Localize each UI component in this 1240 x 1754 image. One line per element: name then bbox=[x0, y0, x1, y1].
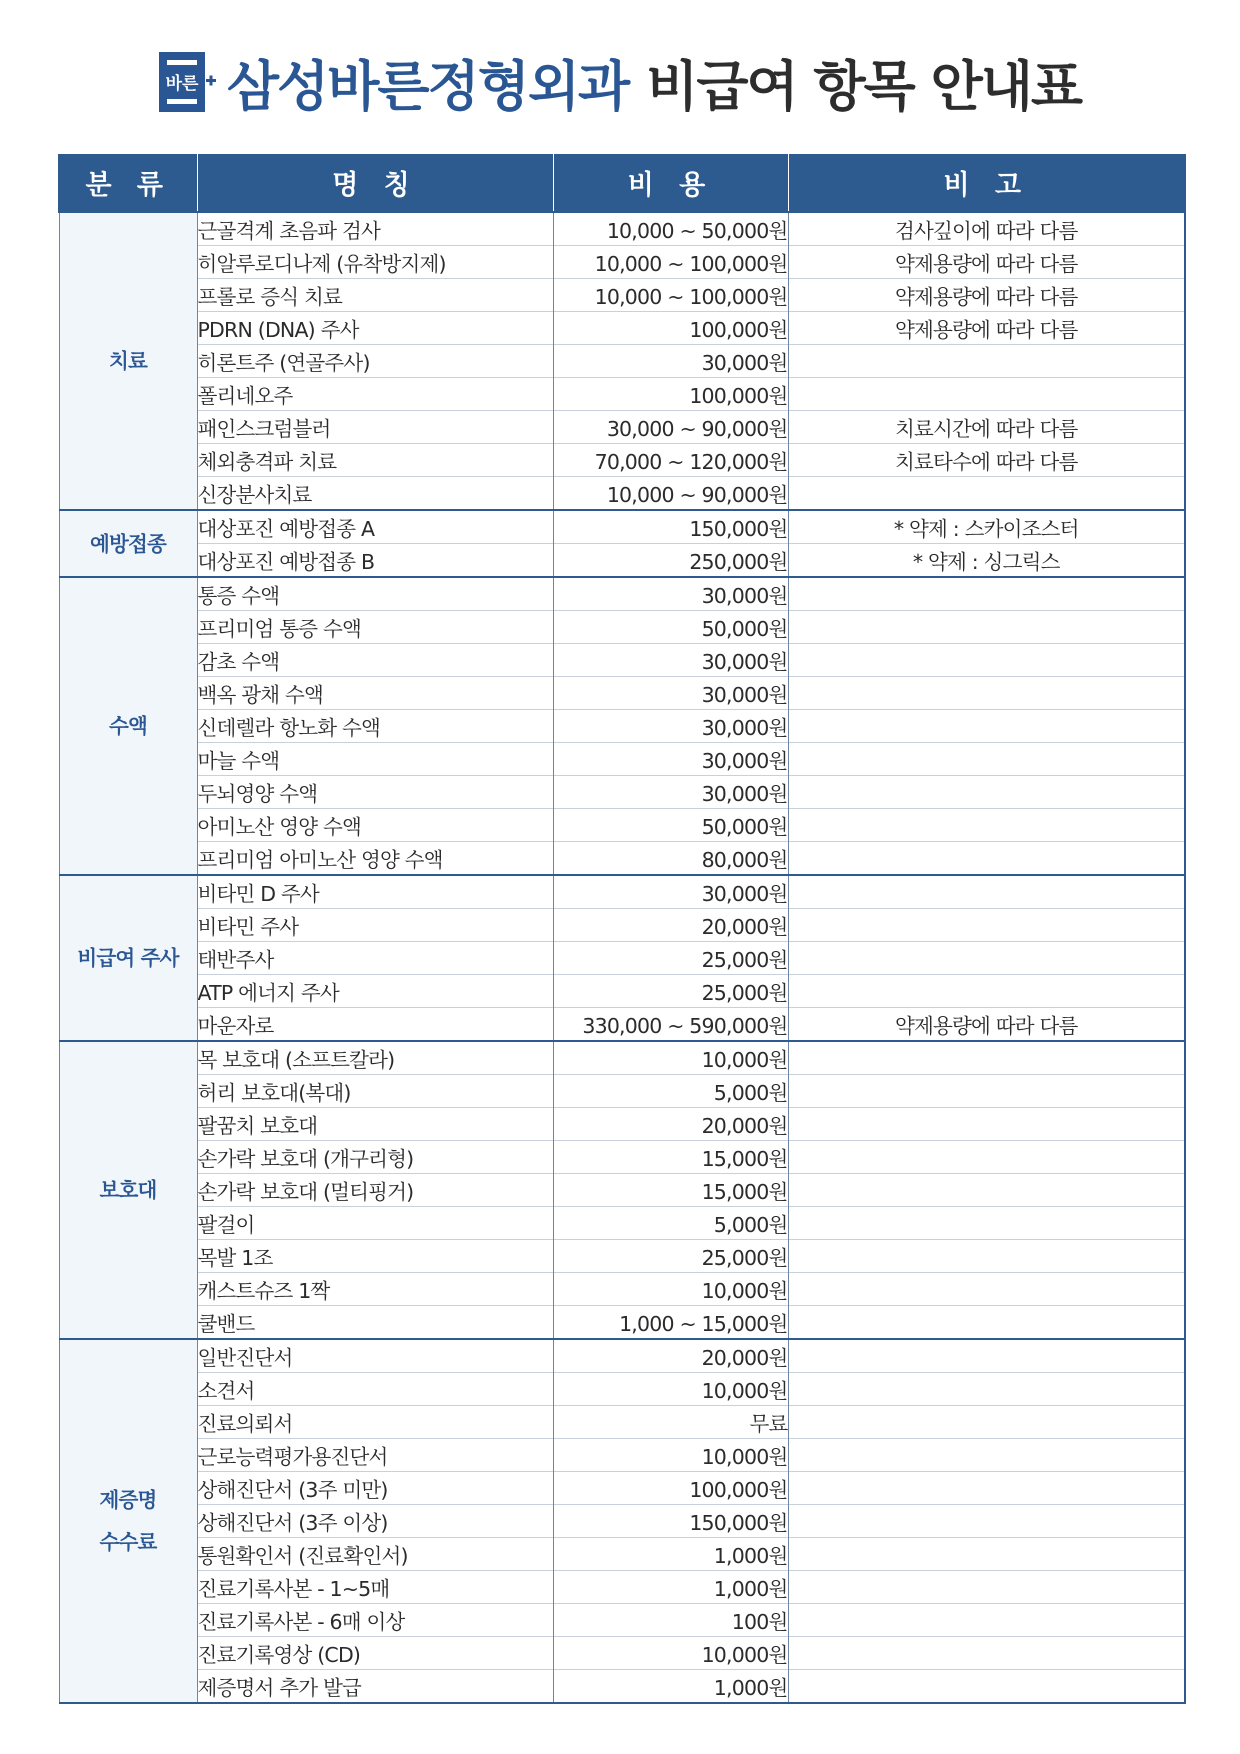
item-name-cell: 비타민 D 주사 bbox=[197, 875, 553, 909]
item-name-cell: 손가락 보호대 (개구리형) bbox=[197, 1141, 553, 1174]
item-note-cell bbox=[788, 909, 1185, 942]
item-name-cell: 아미노산 영양 수액 bbox=[197, 809, 553, 842]
item-price-cell: 30,000원 bbox=[553, 776, 788, 809]
item-note-cell bbox=[788, 1670, 1185, 1704]
clinic-logo bbox=[159, 52, 217, 112]
item-note-cell: 약제용량에 따라 다름 bbox=[788, 279, 1185, 312]
item-price-cell: 10,000원 bbox=[553, 1041, 788, 1075]
column-header-name: 명 칭 bbox=[197, 154, 553, 212]
item-note-cell: 약제용량에 따라 다름 bbox=[788, 312, 1185, 345]
table-row bbox=[59, 1141, 1185, 1174]
item-price-cell: 330,000 ~ 590,000원 bbox=[553, 1008, 788, 1042]
item-name-cell: 대상포진 예방접종 B bbox=[197, 544, 553, 578]
item-price-cell: 10,000 ~ 90,000원 bbox=[553, 477, 788, 511]
category-cell: 치료 bbox=[59, 212, 197, 510]
item-price-cell: 15,000원 bbox=[553, 1174, 788, 1207]
item-note-cell bbox=[788, 710, 1185, 743]
table-row bbox=[59, 743, 1185, 776]
category-cell: 수액 bbox=[59, 577, 197, 875]
item-name-cell: 마운자로 bbox=[197, 1008, 553, 1042]
table-row bbox=[59, 710, 1185, 743]
table-row bbox=[59, 477, 1185, 511]
table-row bbox=[59, 444, 1185, 477]
item-price-cell: 5,000원 bbox=[553, 1075, 788, 1108]
table-row bbox=[59, 842, 1185, 876]
item-price-cell: 30,000원 bbox=[553, 345, 788, 378]
item-note-cell bbox=[788, 611, 1185, 644]
item-name-cell: 목발 1조 bbox=[197, 1240, 553, 1273]
table-row bbox=[59, 1108, 1185, 1141]
item-note-cell bbox=[788, 1406, 1185, 1439]
item-price-cell: 1,000원 bbox=[553, 1538, 788, 1571]
item-name-cell: 백옥 광채 수액 bbox=[197, 677, 553, 710]
table-row bbox=[59, 1439, 1185, 1472]
table-row bbox=[59, 378, 1185, 411]
item-name-cell: 감초 수액 bbox=[197, 644, 553, 677]
table-row bbox=[59, 1174, 1185, 1207]
table-row bbox=[59, 1240, 1185, 1273]
header-row bbox=[59, 154, 1185, 212]
item-note-cell bbox=[788, 378, 1185, 411]
table-row bbox=[59, 1670, 1185, 1704]
item-name-cell: 근골격계 초음파 검사 bbox=[197, 212, 553, 246]
table-row bbox=[59, 809, 1185, 842]
item-price-cell: 20,000원 bbox=[553, 1339, 788, 1373]
item-price-cell: 30,000원 bbox=[553, 677, 788, 710]
item-price-cell: 10,000 ~ 50,000원 bbox=[553, 212, 788, 246]
table-row bbox=[59, 677, 1185, 710]
column-header-price: 비 용 bbox=[553, 154, 788, 212]
item-price-cell: 10,000 ~ 100,000원 bbox=[553, 246, 788, 279]
item-price-cell: 25,000원 bbox=[553, 975, 788, 1008]
item-price-cell: 150,000원 bbox=[553, 510, 788, 544]
item-name-cell: 쿨밴드 bbox=[197, 1306, 553, 1340]
item-note-cell bbox=[788, 1373, 1185, 1406]
table-row bbox=[59, 1538, 1185, 1571]
item-price-cell: 80,000원 bbox=[553, 842, 788, 876]
item-note-cell bbox=[788, 1339, 1185, 1373]
item-price-cell: 100,000원 bbox=[553, 378, 788, 411]
table-row bbox=[59, 1505, 1185, 1538]
item-price-cell: 100,000원 bbox=[553, 312, 788, 345]
table-row bbox=[59, 1207, 1185, 1240]
item-note-cell: 치료시간에 따라 다름 bbox=[788, 411, 1185, 444]
table-row bbox=[59, 1406, 1185, 1439]
item-price-cell: 30,000원 bbox=[553, 577, 788, 611]
item-note-cell bbox=[788, 1174, 1185, 1207]
item-name-cell: 진료기록사본 - 6매 이상 bbox=[197, 1604, 553, 1637]
item-note-cell bbox=[788, 809, 1185, 842]
item-note-cell bbox=[788, 345, 1185, 378]
item-note-cell: 치료타수에 따라 다름 bbox=[788, 444, 1185, 477]
item-note-cell bbox=[788, 1637, 1185, 1670]
item-note-cell bbox=[788, 677, 1185, 710]
table-row bbox=[59, 942, 1185, 975]
item-price-cell: 50,000원 bbox=[553, 611, 788, 644]
table-row bbox=[59, 1041, 1185, 1075]
item-name-cell: 비타민 주사 bbox=[197, 909, 553, 942]
item-note-cell bbox=[788, 1075, 1185, 1108]
item-name-cell: 프리미엄 통증 수액 bbox=[197, 611, 553, 644]
item-price-cell: 70,000 ~ 120,000원 bbox=[553, 444, 788, 477]
item-price-cell: 25,000원 bbox=[553, 942, 788, 975]
item-price-cell: 1,000원 bbox=[553, 1670, 788, 1704]
table-row bbox=[59, 577, 1185, 611]
item-note-cell bbox=[788, 776, 1185, 809]
item-price-cell: 25,000원 bbox=[553, 1240, 788, 1273]
item-name-cell: 팔꿈치 보호대 bbox=[197, 1108, 553, 1141]
table-row bbox=[59, 345, 1185, 378]
item-note-cell bbox=[788, 1273, 1185, 1306]
item-note-cell: 약제용량에 따라 다름 bbox=[788, 246, 1185, 279]
item-note-cell bbox=[788, 1141, 1185, 1174]
item-note-cell bbox=[788, 1108, 1185, 1141]
item-price-cell: 250,000원 bbox=[553, 544, 788, 578]
item-price-cell: 10,000 ~ 100,000원 bbox=[553, 279, 788, 312]
svg-text:바른: 바른 bbox=[165, 74, 199, 94]
category-cell: 제증명 수수료 bbox=[59, 1339, 197, 1703]
table-row bbox=[59, 1273, 1185, 1306]
item-name-cell: 패인스크럼블러 bbox=[197, 411, 553, 444]
item-name-cell: PDRN (DNA) 주사 bbox=[197, 312, 553, 345]
item-note-cell: 검사깊이에 따라 다름 bbox=[788, 212, 1185, 246]
table-row bbox=[59, 1075, 1185, 1108]
item-name-cell: 상해진단서 (3주 미만) bbox=[197, 1472, 553, 1505]
item-name-cell: 진료기록영상 (CD) bbox=[197, 1637, 553, 1670]
item-note-cell bbox=[788, 1306, 1185, 1340]
item-price-cell: 100,000원 bbox=[553, 1472, 788, 1505]
item-name-cell: 폴리네오주 bbox=[197, 378, 553, 411]
item-price-cell: 5,000원 bbox=[553, 1207, 788, 1240]
item-price-cell: 10,000원 bbox=[553, 1439, 788, 1472]
item-price-cell: 10,000원 bbox=[553, 1273, 788, 1306]
item-name-cell: 체외충격파 치료 bbox=[197, 444, 553, 477]
item-name-cell: 대상포진 예방접종 A bbox=[197, 510, 553, 544]
item-note-cell bbox=[788, 1505, 1185, 1538]
item-price-cell: 무료 bbox=[553, 1406, 788, 1439]
item-name-cell: 두뇌영양 수액 bbox=[197, 776, 553, 809]
item-name-cell: 손가락 보호대 (멀티핑거) bbox=[197, 1174, 553, 1207]
item-name-cell: 마늘 수액 bbox=[197, 743, 553, 776]
item-price-cell: 15,000원 bbox=[553, 1141, 788, 1174]
category-cell: 비급여 주사 bbox=[59, 875, 197, 1041]
item-note-cell bbox=[788, 942, 1185, 975]
item-name-cell: 캐스트슈즈 1짝 bbox=[197, 1273, 553, 1306]
item-name-cell: 태반주사 bbox=[197, 942, 553, 975]
item-note-cell bbox=[788, 743, 1185, 776]
item-note-cell: 약제용량에 따라 다름 bbox=[788, 1008, 1185, 1042]
table-row bbox=[59, 1339, 1185, 1373]
table-row bbox=[59, 246, 1185, 279]
item-name-cell: 일반진단서 bbox=[197, 1339, 553, 1373]
item-name-cell: 진료기록사본 - 1~5매 bbox=[197, 1571, 553, 1604]
item-note-cell bbox=[788, 1472, 1185, 1505]
fee-table-body bbox=[59, 212, 1185, 1703]
table-row bbox=[59, 975, 1185, 1008]
table-row bbox=[59, 312, 1185, 345]
item-price-cell: 10,000원 bbox=[553, 1373, 788, 1406]
title-row bbox=[0, 42, 1240, 122]
table-row bbox=[59, 644, 1185, 677]
item-note-cell bbox=[788, 644, 1185, 677]
item-name-cell: 목 보호대 (소프트칼라) bbox=[197, 1041, 553, 1075]
item-price-cell: 1,000 ~ 15,000원 bbox=[553, 1306, 788, 1340]
table-row bbox=[59, 279, 1185, 312]
table-row bbox=[59, 611, 1185, 644]
table-row bbox=[59, 544, 1185, 578]
table-row bbox=[59, 1637, 1185, 1670]
table-row bbox=[59, 875, 1185, 909]
item-price-cell: 30,000원 bbox=[553, 644, 788, 677]
item-name-cell: 히알루로디나제 (유착방지제) bbox=[197, 246, 553, 279]
item-note-cell bbox=[788, 1604, 1185, 1637]
table-row bbox=[59, 1008, 1185, 1042]
table-row bbox=[59, 1306, 1185, 1340]
column-header-category: 분 류 bbox=[59, 154, 197, 212]
item-price-cell: 20,000원 bbox=[553, 1108, 788, 1141]
page-title: 비급여 항목 안내표 bbox=[646, 54, 1082, 118]
category-cell: 보호대 bbox=[59, 1041, 197, 1339]
item-name-cell: 상해진단서 (3주 이상) bbox=[197, 1505, 553, 1538]
table-row bbox=[59, 212, 1185, 246]
table-row bbox=[59, 1472, 1185, 1505]
item-name-cell: 통원확인서 (진료확인서) bbox=[197, 1538, 553, 1571]
item-price-cell: 30,000 ~ 90,000원 bbox=[553, 411, 788, 444]
item-price-cell: 50,000원 bbox=[553, 809, 788, 842]
item-name-cell: 통증 수액 bbox=[197, 577, 553, 611]
item-price-cell: 20,000원 bbox=[553, 909, 788, 942]
fee-table bbox=[58, 154, 1186, 1704]
table-row bbox=[59, 1373, 1185, 1406]
item-note-cell bbox=[788, 1041, 1185, 1075]
item-name-cell: 신장분사치료 bbox=[197, 477, 553, 511]
item-price-cell: 10,000원 bbox=[553, 1637, 788, 1670]
item-name-cell: 히론트주 (연골주사) bbox=[197, 345, 553, 378]
item-price-cell: 30,000원 bbox=[553, 743, 788, 776]
table-row bbox=[59, 510, 1185, 544]
item-name-cell: ATP 에너지 주사 bbox=[197, 975, 553, 1008]
item-name-cell: 팔걸이 bbox=[197, 1207, 553, 1240]
item-note-cell bbox=[788, 1571, 1185, 1604]
item-note-cell: * 약제 : 싱그릭스 bbox=[788, 544, 1185, 578]
item-name-cell: 허리 보호대(복대) bbox=[197, 1075, 553, 1108]
category-cell: 예방접종 bbox=[59, 510, 197, 577]
item-note-cell bbox=[788, 1538, 1185, 1571]
item-note-cell bbox=[788, 875, 1185, 909]
clinic-name: 삼성바른정형외과 bbox=[226, 54, 629, 118]
item-name-cell: 프리미엄 아미노산 영양 수액 bbox=[197, 842, 553, 876]
table-row bbox=[59, 411, 1185, 444]
item-price-cell: 30,000원 bbox=[553, 710, 788, 743]
item-note-cell bbox=[788, 477, 1185, 511]
item-note-cell bbox=[788, 975, 1185, 1008]
item-name-cell: 근로능력평가용진단서 bbox=[197, 1439, 553, 1472]
table-row bbox=[59, 909, 1185, 942]
item-name-cell: 진료의뢰서 bbox=[197, 1406, 553, 1439]
table-row bbox=[59, 776, 1185, 809]
item-note-cell bbox=[788, 1240, 1185, 1273]
item-name-cell: 소견서 bbox=[197, 1373, 553, 1406]
item-note-cell bbox=[788, 842, 1185, 876]
table-row bbox=[59, 1604, 1185, 1637]
item-note-cell bbox=[788, 577, 1185, 611]
item-name-cell: 프롤로 증식 치료 bbox=[197, 279, 553, 312]
item-price-cell: 1,000원 bbox=[553, 1571, 788, 1604]
item-price-cell: 150,000원 bbox=[553, 1505, 788, 1538]
item-note-cell bbox=[788, 1207, 1185, 1240]
item-name-cell: 신데렐라 항노화 수액 bbox=[197, 710, 553, 743]
item-price-cell: 30,000원 bbox=[553, 875, 788, 909]
column-header-note: 비 고 bbox=[788, 154, 1185, 212]
table-row bbox=[59, 1571, 1185, 1604]
item-note-cell bbox=[788, 1439, 1185, 1472]
item-name-cell: 제증명서 추가 발급 bbox=[197, 1670, 553, 1704]
item-price-cell: 100원 bbox=[553, 1604, 788, 1637]
item-note-cell: * 약제 : 스카이조스터 bbox=[788, 510, 1185, 544]
